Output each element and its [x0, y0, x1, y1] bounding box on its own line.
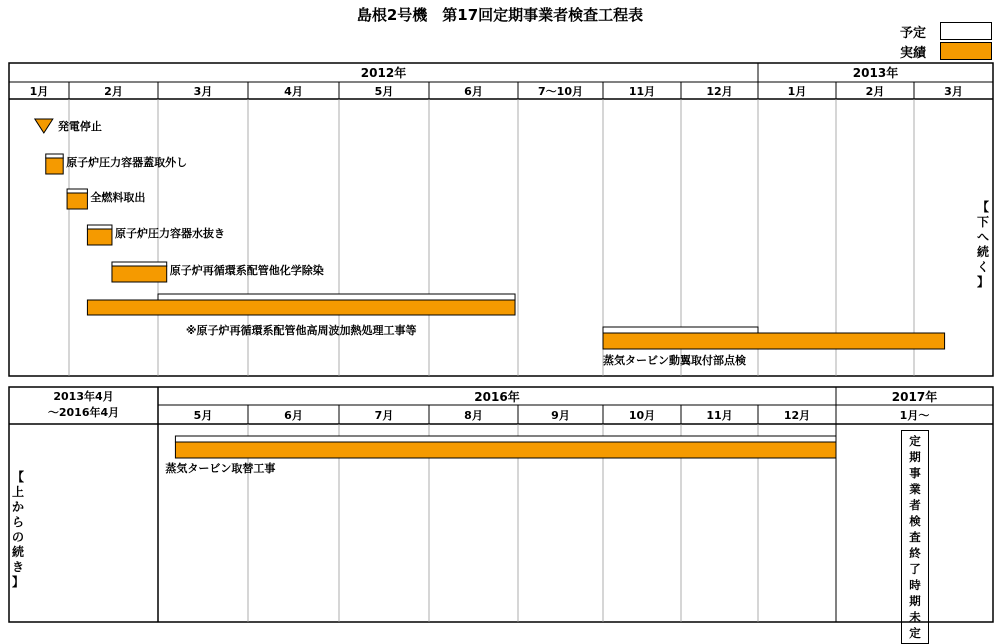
turbine-replacement-label: 蒸気タービン取替工事	[165, 462, 276, 475]
lower-month-label: 10月	[628, 409, 656, 422]
upper-month-label: 2月	[104, 85, 123, 98]
upper-month-label: 3月	[193, 85, 213, 98]
lower-period-label-1: 2013年4月	[53, 390, 114, 403]
lower-month-label: 12月	[783, 409, 811, 422]
upper-panel-frame	[9, 63, 993, 376]
upper-month-label: 1月	[29, 85, 49, 98]
upper-month-label: 7～10月	[538, 85, 583, 98]
chart-title: 島根2号機 第17回定期事業者検査工程表	[356, 6, 644, 24]
upper-month-label: 3月	[944, 85, 963, 98]
chemical-decontamination-label: 原子炉再循環系配管他化学除染	[169, 264, 324, 277]
fuel-removal-planned-bar	[67, 189, 87, 193]
lower-month-label: 9月	[551, 409, 570, 422]
turbine-blade-inspection-planned-bar	[603, 327, 758, 333]
vessel-drain-label: 原子炉圧力容器水抜き	[114, 227, 225, 240]
lower-year-label-2016: 2016年	[474, 390, 520, 404]
milestone-shutdown-marker	[35, 119, 53, 133]
reactor-lid-removal-actual-bar	[46, 158, 63, 174]
upper-continuation-note: 【 下 へ 続 く 】	[976, 200, 989, 289]
inspection-end-note: 定 期 事 業 者 検 査 終 了 時 期 未 定	[901, 430, 929, 644]
upper-year-label-2012: 2012年	[360, 66, 407, 80]
upper-month-label: 5月	[374, 85, 394, 98]
legend-actual-label: 実績	[900, 46, 927, 61]
lower-month-label: 7月	[374, 409, 394, 422]
upper-month-label: 4月	[284, 85, 303, 98]
upper-month-label: 12月	[706, 85, 733, 98]
milestone-shutdown-label: 発電停止	[57, 120, 102, 133]
reactor-lid-removal-label: 原子炉圧力容器蓋取外し	[66, 156, 188, 169]
turbine-replacement-planned-bar	[175, 436, 836, 442]
lower-month-label: 11月	[706, 409, 733, 422]
turbine-blade-inspection-actual-bar	[603, 333, 945, 349]
upper-month-label: 11月	[628, 85, 656, 98]
hf-heating-work-actual-bar	[87, 300, 515, 315]
upper-month-label: 1月	[787, 85, 807, 98]
reactor-lid-removal-planned-bar	[46, 154, 63, 158]
legend-planned-label: 予定	[900, 26, 927, 41]
lower-period-label-2: ～2016年4月	[47, 406, 120, 419]
lower-month-label: 5月	[193, 409, 213, 422]
vessel-drain-actual-bar	[87, 229, 112, 245]
chemical-decontamination-actual-bar	[112, 266, 167, 282]
chemical-decontamination-planned-bar	[112, 262, 167, 266]
hf-heating-work-planned-bar	[158, 294, 515, 300]
lower-year-label-2017: 2017年	[891, 390, 938, 404]
hf-heating-work-label: ※原子炉再循環系配管他高周波加熱処理工事等	[185, 324, 417, 337]
upper-year-label-2013: 2013年	[852, 66, 899, 80]
turbine-replacement-actual-bar	[175, 442, 836, 458]
lower-continuation-note: 【 上 か ら の 続 き 】	[11, 470, 24, 589]
fuel-removal-label: 全燃料取出	[90, 191, 146, 204]
lower-panel-frame	[9, 387, 993, 622]
lower-month-label: 8月	[464, 409, 483, 422]
upper-month-label: 2月	[865, 85, 885, 98]
fuel-removal-actual-bar	[67, 193, 87, 209]
vessel-drain-planned-bar	[87, 225, 112, 229]
lower-month-label: 1月～	[899, 409, 930, 422]
lower-month-label: 6月	[284, 409, 303, 422]
upper-month-label: 6月	[464, 85, 483, 98]
turbine-blade-inspection-label: 蒸気タービン動翼取付部点検	[603, 354, 746, 367]
